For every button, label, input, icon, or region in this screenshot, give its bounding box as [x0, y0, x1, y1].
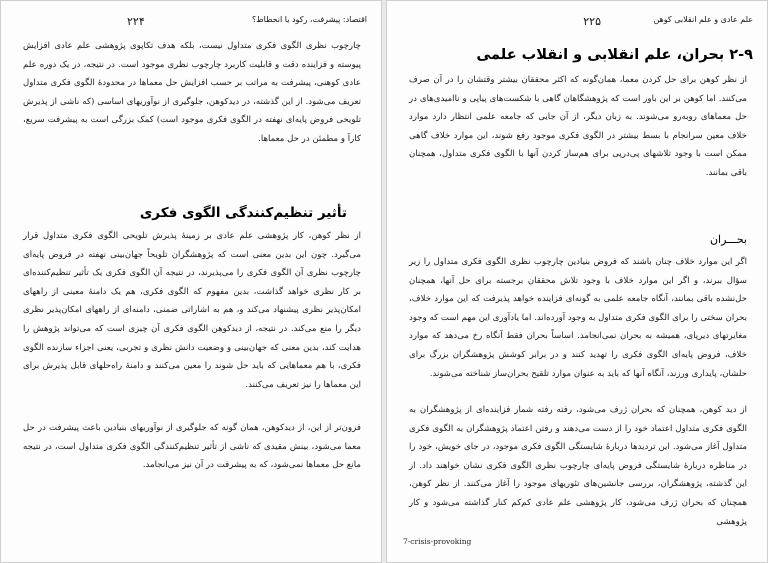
left-subsection-heading: تأثیر تنظیم‌کنندگی الگوی فکری	[139, 205, 347, 221]
right-paragraph-2-text: اگر این موارد خلاف چنان باشند که فروض بنیادین چارچوب نظری الگوی فکری متداول را زیر سؤال ببرند، و اگر این موارد خلاف با وجود تلاش محققان برجسته برای حل آنها، همچنان حل‌نشده باقی بمانند، آنگاه جامعه علمی به گونه‌ای فزاینده خواهد پذیرفت که این موارد خلاف، بحران سختی را برای الگوی فکری متداول به وجود آورده‌اند. اما یادآوری این مهم است که وجود مغایرتهای دیرپای، همیشه به بحران نمی‌انجامد. اساساً بحران فقط آنگاه رخ می‌دهد که موارد خلاف، فروض پایه‌ای الگوی فکری را تهدید کنند و در برابر کوشش پژوهشگران بزرگ برای حلشان، پایداری ورزند، آنگاه آنها که باید به عنوان موارد تلقیح بحران‌ساز شناخته می‌شوند.	[409, 257, 747, 379]
right-page-header	[401, 15, 753, 31]
left-page-header	[15, 15, 367, 31]
right-running-head: علم عادی و علم انقلابی کوهن	[653, 15, 753, 24]
right-paragraph-3-text: از دید کوهن، همچنان که بحران ژرف می‌شود، رفته رفته شمار فزاینده‌ای از پژوهشگران به الگوی فکری متداول اعتماد خود را از دست می‌دهند و رفتن اعتماد پژوهشگران به الگوی فکری متداول آغاز می‌شود. این تردیدها دربارهٔ شایستگی الگوی فکری موجود، در جای خویش، خود را در مناظره دربارهٔ شایستگی فروض پایه‌ای چارچوب نظری الگوی فکری نشان خواهند داد. از این گذشته، پژوهشگران، بررسی جانشین‌های تئوریهای موجود را آغاز می‌کنند. از نظر کوهن، همچنان که بحران ژرف می‌شود، کار پژوهشی علم عادی کم‌کم کنار گذاشته می‌شود و کار پژوهشی	[409, 405, 747, 527]
left-running-head: اقتصاد: پیشرفت، رکود یا انحطاط؟	[251, 15, 367, 24]
right-paragraph-1	[409, 71, 747, 183]
right-page	[386, 0, 768, 563]
right-page-number: ۲۲۵	[583, 15, 601, 28]
right-paragraph-1-text: از نظر کوهن برای حل کردن معما، همان‌گونه که اکثر محققان بیشتر وقتشان را در آن صرف می‌کنند. اما کوهن بر این باور است که پژوهشگاهان گاهی با شکست‌های پیاپی و ناامیدی‌های در حل معماهای روبه‌رو می‌شوند. به زبان دیگر، از آن جایی که جامعه علمی انتظار دارد موارد خلاف معین سرانجام با بسط بیشتر در الگوی فکری موجود رفع شوند، این موارد خلاف گاهی ممکن است با وجود تلاشهای پی‌درپی برای هم‌ساز کردن آنها با الگوی فکری متداول، همچنان باقی بمانند.	[409, 75, 747, 178]
left-paragraph-2-text: از نظر کوهن، کار پژوهشی علم عادی بر زمینهٔ پذیرش تلویحی الگوی فکری متداول قرار می‌گیرد. چون این بدین معنی است که پژوهشگران تلویحاً جهان‌بینی نهفته در فروض پایه‌ای چارچوب نظری آن الگوی فکری را می‌پذیرند، در نتیجه آن الگوی فکری یک تأثیر تنظیم‌کننده‌ای بر کار نظری خواهد گذاشت، بدین مفهوم که الگوی فکری، هم یک دامنهٔ معینی از راههای امکان‌پذیر نظری پیشنهاد می‌کند و، هم به اشاراتی ضمنی، دامنه‌ای از راههای امکان‌پذیر نظری دیگر را منع می‌کند. در نتیجه، از دیدکوهن الگوی فکری آن چیزی است که می‌تواند پژوهش را هدایت کند، بدین معنی که جهان‌بینی و وضعیت دانش نظری و تجربی، یعنی اجزاء سازنده الگوی فکری، با هم معماهایی که باید حل شوند را معین می‌کنند و دامنهٔ راه‌حلهای قابل پذیرش برای این معماها را نیز تعریف می‌کنند.	[23, 231, 361, 390]
footnote: 7-crisis-provoking	[403, 537, 472, 546]
left-paragraph-1	[23, 37, 361, 149]
right-paragraph-3	[409, 401, 747, 531]
left-page	[0, 0, 382, 563]
crisis-subheading: بحـــران	[709, 233, 747, 246]
left-paragraph-2	[23, 227, 361, 394]
left-paragraph-1-text: چارچوب نظری الگوی فکری متداول نیست، بلکه هدف تکاپوی پژوهشی علم عادی افزایش پیوسته و فزاینده‌ دقت و قابلیت کاربرد چارچوب نظری موجود است. در نتیجه، در یک دوره علم عادی کوهنی، پیشرفت به مراتب بر حسب افزایش حل معماها در محدودهٔ الگوی فکری متداول تعریف می‌شود. از این گذشته، در دیدکوهن، جلوگیری از نوآوریهای اساسی (که ناشی از پذیرش تلویحی فروض پایه‌ای نهفته در الگوی فکری موجود است) کمک بزرگی است به پیشرفت سریع، کارآ و مطمئن در حل معماها.	[23, 41, 361, 144]
left-paragraph-3-text: فزون‌تر از این، از دیدکوهن، همان گونه که جلوگیری از نوآوریهای بنیادین باعث پیشرفت در حل معما می‌شود، بینش مقیدی که ناشی از تأثیر تنظیم‌کنندگی الگوی فکری متداول است، در نتیجه مانع حل معماها نمی‌شود، که به پیشرفت در آن نیز می‌انجامد.	[23, 423, 361, 471]
left-page-number: ۲۲۴	[127, 15, 145, 28]
right-paragraph-2	[409, 253, 747, 383]
left-paragraph-3	[23, 419, 361, 475]
section-heading: ۲-۹ بحران، علم انقلابی و انقلاب علمی	[476, 47, 753, 63]
